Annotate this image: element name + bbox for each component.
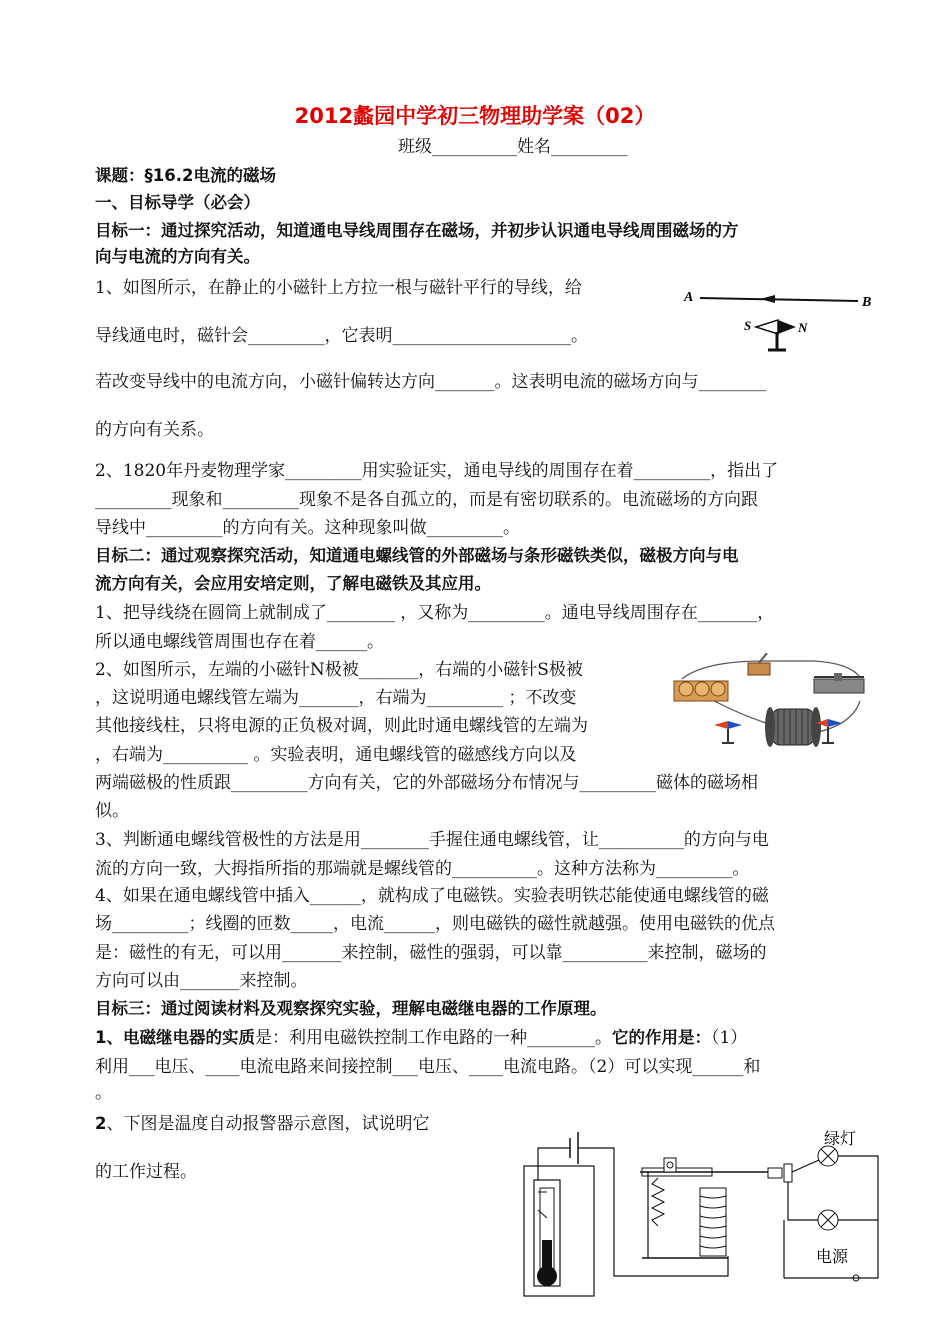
goal2-q2-line5: 两端磁极的性质跟_________方向有关，它的外部磁场分布情况与_________磁体的磁场相 [95, 773, 758, 793]
goal2-q4-line2: 场_________；线圈的匝数_____，电流______，则电磁铁的磁性就越强。使用电磁铁的优点 [95, 914, 775, 934]
label-n: N [798, 320, 808, 335]
goal1-heading-line1: 目标一：通过探究活动，知道通电导线周围存在磁场，并初步认识通电导线周围磁场的方 [95, 221, 739, 240]
goal2-heading-line1: 目标二：通过观察探究活动，知道通电螺线管的外部磁场与条形磁铁类似，磁极方向与电 [95, 546, 739, 565]
switch-icon [748, 663, 770, 675]
rheostat-icon [814, 679, 864, 693]
left-needle-icon [714, 721, 728, 729]
goal3-heading: 目标三：通过阅读材料及观察探究实验，理解电磁继电器的工作原理。 [95, 999, 607, 1018]
goal2-q4-line4: 方向可以由_______来控制。 [95, 971, 308, 991]
alarm-circuit-figure [518, 1128, 894, 1298]
page-title: 2012蠡园中学初三物理助学案（02） [294, 104, 656, 128]
goal2-q2-line1: 2、如图所示，左端的小磁针N极被_______，右端的小磁针S极被 [95, 660, 583, 680]
goal1-q2-line1: 2、1820年丹麦物理学家_________用实验证实，通电导线的周围存在着_________，指出了 [95, 461, 779, 481]
goal1-q2-line3: 导线中_________的方向有关。这种现象叫做_________。 [95, 518, 520, 538]
goal3-q1-line3: 。 [95, 1083, 112, 1103]
power-label: 电源 [816, 1247, 849, 1266]
goal2-q4-line3: 是：磁性的有无，可以用_______来控制，磁性的强弱，可以靠__________来控制，磁场的 [95, 943, 767, 963]
goal1-q1-line2: 导线通电时，磁针会_________，它表明_____________________。 [95, 326, 588, 346]
solenoid-figure [664, 653, 870, 759]
goal3-q1-line1 [95, 1028, 747, 1048]
goal3-q2-line1 [95, 1114, 429, 1134]
goal2-q3-line1: 3、判断通电螺线管极性的方法是用________手握住通电螺线管，让__________的方向与电 [95, 830, 769, 850]
goal1-heading-line2: 向与电流的方向有关。 [95, 247, 260, 266]
goal2-q2-line4: ，右端为__________ 。实验表明，通电螺线管的磁感线方向以及 [95, 745, 577, 765]
wire-needle-figure [680, 282, 880, 362]
goal3-q2-text: 、下图是温度自动报警器示意图，试说明它 [106, 1114, 430, 1134]
goal3-q1-bold-b: 它的作用是： [611, 1028, 711, 1047]
class-name-line: 班级__________姓名_________ [398, 137, 628, 157]
goal2-q1-line2: 所以通电螺线管周围也存在着______。 [95, 632, 384, 652]
lesson-topic: 课题：§16.2电流的磁场 [95, 166, 276, 185]
goal2-q2-line6: 似。 [95, 801, 129, 821]
green-lamp-label: 绿灯 [824, 1129, 857, 1148]
goal3-q2-number: 2 [95, 1114, 107, 1133]
goal3-q2-line2: 的工作过程。 [95, 1162, 197, 1182]
goal2-q2-line2: ，这说明通电螺线管左端为_______，右端为_________ ；不改变 [95, 688, 577, 708]
goal3-q1-bold-a: 1、电磁继电器的实质 [95, 1028, 255, 1047]
goal3-q1-line2: 利用___电压、____电流电路来间接控制___电压、____电流电路。（2）可以实现______和 [95, 1057, 761, 1077]
label-s: S [744, 318, 752, 333]
goal1-q1-line1: 1、如图所示，在静止的小磁针上方拉一根与磁针平行的导线，给 [95, 278, 582, 298]
goal1-q1-line3: 若改变导线中的电流方向，小磁针偏转达方向_______。这表明电流的磁场方向与________ [95, 372, 767, 392]
goal1-q1-line4: 的方向有关系。 [95, 420, 214, 440]
label-a: A [684, 290, 694, 305]
goal2-heading-line2: 流方向有关，会应用安培定则，了解电磁铁及其应用。 [95, 574, 491, 593]
goal3-q1-text-b: （1） [710, 1028, 748, 1048]
goal2-q3-line2: 流的方向一致，大拇指所指的那端就是螺线管的__________。这种方法称为_________。 [95, 859, 750, 879]
goal2-q4-line1: 4、如果在通电螺线管中插入______，就构成了电磁铁。实验表明铁芯能使通电螺线管的磁 [95, 886, 769, 906]
goal2-q2-line3: 其他接线柱，只将电源的正负极对调，则此时通电螺线管的左端为 [95, 716, 588, 736]
goal2-q1-line1: 1、把导线绕在圆筒上就制成了________ ，又称为_________。通电导线周围存在_______， [95, 603, 775, 623]
goal1-q2-line2: _________现象和_________现象不是各自孤立的，而是有密切联系的。电流磁场的方向跟 [95, 490, 758, 510]
spring-icon [652, 1178, 664, 1226]
section-heading: 一、目标导学（必会） [95, 193, 260, 212]
label-b: B [862, 295, 872, 310]
goal3-q1-text-a: 是：利用电磁铁控制工作电路的一种________。 [254, 1028, 612, 1048]
